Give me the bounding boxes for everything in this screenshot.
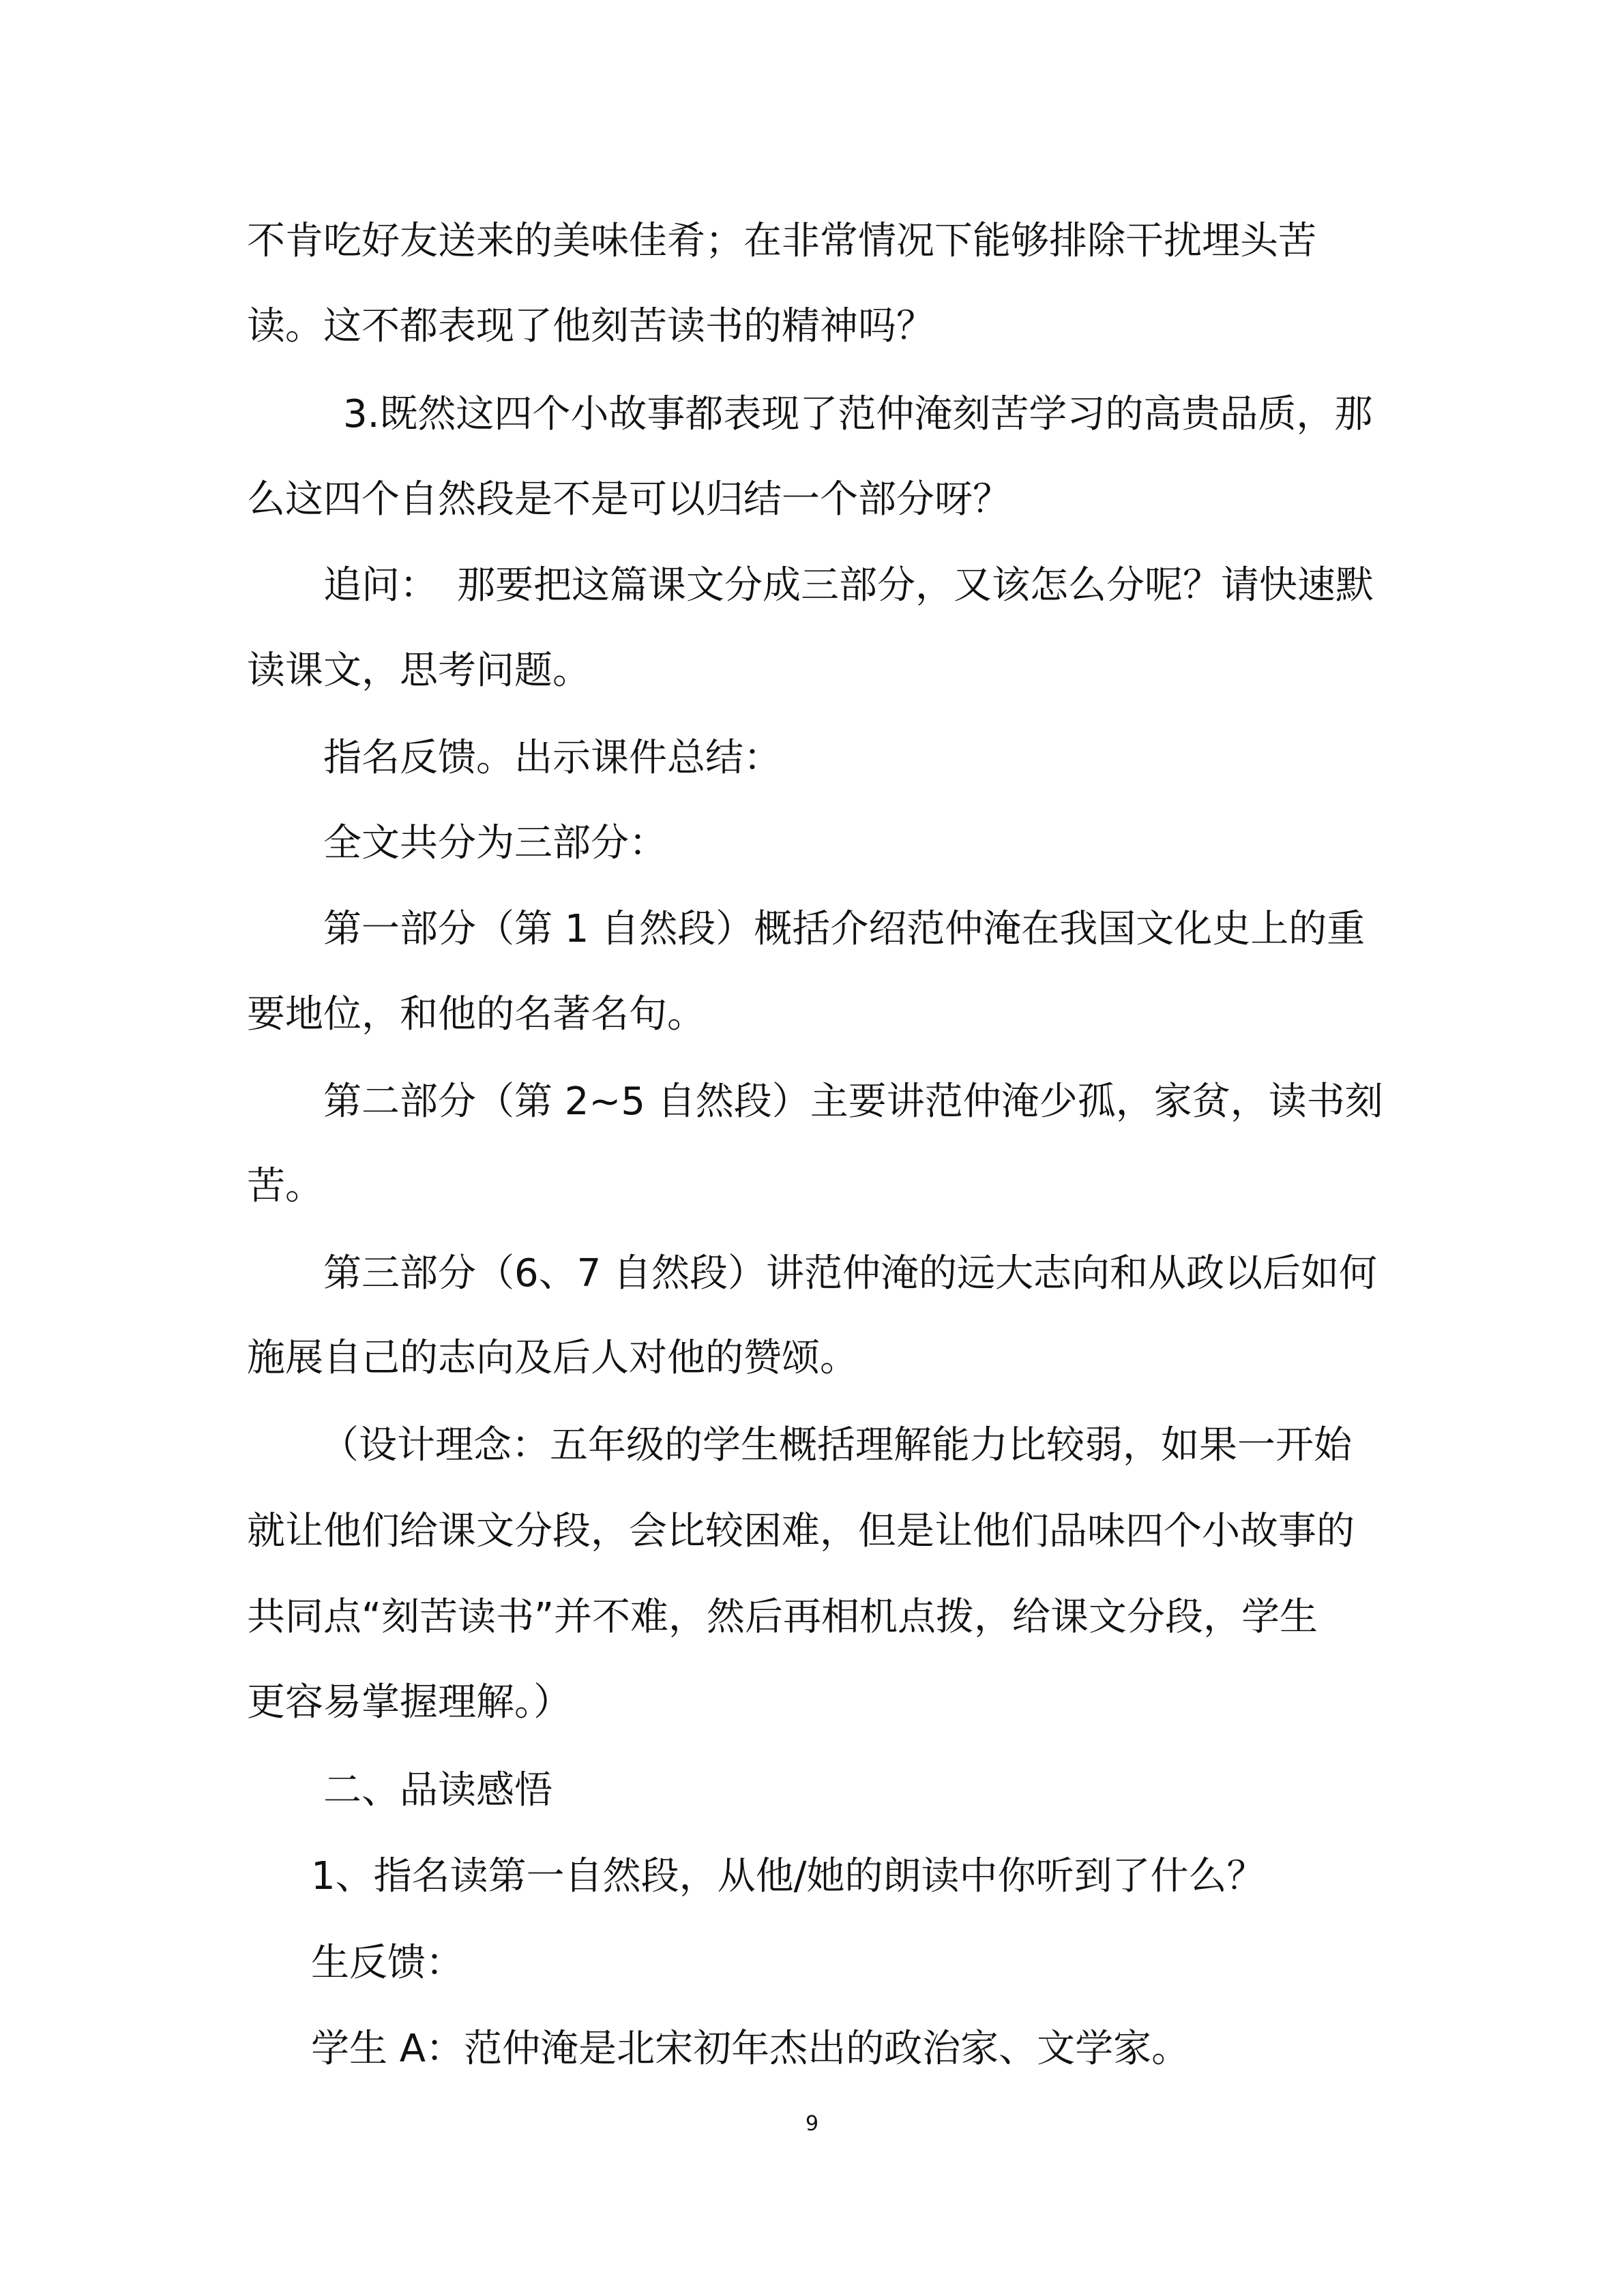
text-line-12: 苦。 <box>247 1164 323 1208</box>
text-line-21: 生反馈： <box>311 1941 464 1985</box>
text-line-3: 3.既然这四个小故事都表现了范仲淹刻苦学习的高贵品质，那 <box>343 392 1373 436</box>
text-line-13: 第三部分（6、7 自然段）讲范仲淹的远大志向和从政以后如何 <box>323 1251 1378 1296</box>
text-line-6: 读课文，思考问题。 <box>247 648 591 693</box>
section-heading: 二、品读感悟 <box>323 1768 552 1813</box>
page-number: 9 <box>805 2112 819 2136</box>
text-line-16: 就让他们给课文分段，会比较困难，但是让他们品味四个小故事的 <box>247 1509 1355 1553</box>
text-line-4: 么这四个自然段是不是可以归结一个部分呀？ <box>247 477 1011 522</box>
text-line-2: 读。这不都表现了他刻苦读书的精神吗？ <box>247 304 934 348</box>
text-line-8: 全文共分为三部分： <box>323 821 667 865</box>
text-line-9: 第一部分（第 1 自然段）概括介绍范仲淹在我国文化史上的重 <box>323 907 1365 951</box>
text-line-7: 指名反馈。出示课件总结： <box>323 736 782 780</box>
text-line-5: 追问： 那要把这篇课文分成三部分，又该怎么分呢？请快速默 <box>323 563 1374 608</box>
text-line-15: （设计理念：五年级的学生概括理解能力比较弱，如果一开始 <box>321 1423 1352 1467</box>
text-line-14: 施展自己的志向及后人对他的赞颂。 <box>247 1336 858 1380</box>
text-line-1: 不肯吃好友送来的美味佳肴；在非常情况下能够排除干扰埋头苦 <box>247 219 1316 263</box>
text-line-10: 要地位，和他的名著名句。 <box>247 992 705 1037</box>
text-line-17: 共同点“刻苦读书”并不难，然后再相机点拨，给课文分段，学生 <box>247 1595 1318 1639</box>
text-line-20: 1、指名读第一自然段，从他/她的朗读中你听到了什么？ <box>311 1854 1265 1898</box>
text-line-11: 第二部分（第 2~5 自然段）主要讲范仲淹少孤，家贫，读书刻 <box>323 1079 1383 1124</box>
text-line-18: 更容易掌握理解。） <box>247 1680 572 1725</box>
text-line-22: 学生 A：范仲淹是北宋初年杰出的政治家、文学家。 <box>311 2027 1190 2071</box>
